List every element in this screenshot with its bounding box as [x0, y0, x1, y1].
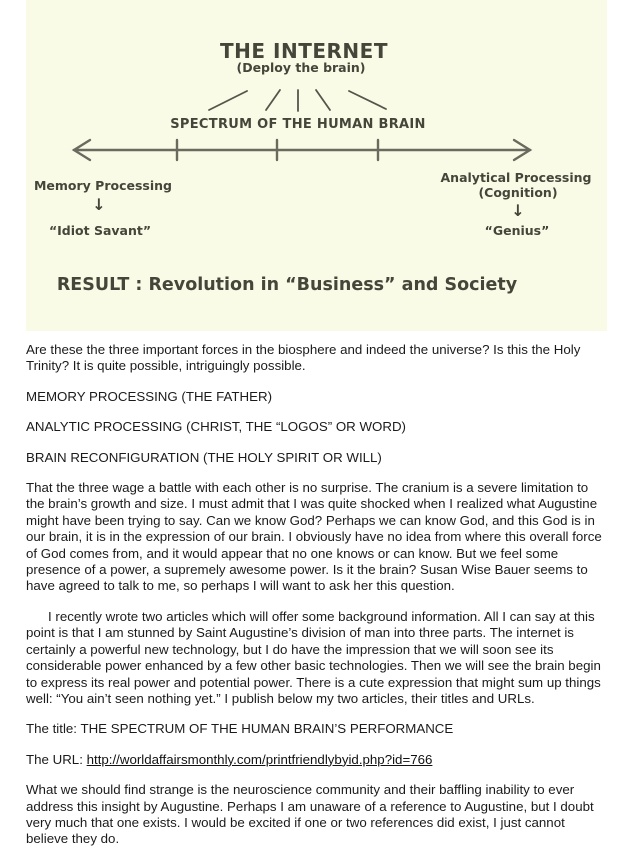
article-url-line — [26, 752, 604, 768]
cognition-sublabel: (Cognition) — [478, 185, 558, 200]
down-arrow-icon: ↓ — [92, 195, 106, 214]
internet-title: THE INTERNET — [220, 39, 388, 63]
heading-memory-processing: MEMORY PROCESSING (THE FATHER) — [26, 388, 273, 404]
genius-label: “Genius” — [484, 223, 550, 238]
analytical-processing-label: Analytical Processing — [440, 170, 592, 185]
battle-paragraph: That the three wage a battle with each other is no surprise. The cranium is a severe limitation to the brain’s growth and size. I must admit that I was quite shocked when I realized what Augustine might have been trying to say. Can we know God? Perhaps we can know God, and this God is in our brain, it is in the expression of our brain. I obviously have no idea from where this overall force of God comes from, and it would appear that no one knows or can know. But we feel some presence of a power, a supremely awesome power. Is it the brain? Susan Wise Bauer seems to have agreed to talk to me, so perhaps I will want to ask her this question. — [26, 480, 602, 594]
intro-paragraph: Are these the three important forces in the biosphere and indeed the universe? Is this the Holy Trinity? It is quite possible, intriguingly possible. — [26, 342, 581, 374]
url-prefix-label: The URL: — [26, 751, 87, 767]
articles-paragraph: I recently wrote two articles which will offer some background information. All I can say at this point is that I am stunned by Saint Augustine’s division of man into three parts. The internet is certainly a powerful new technology, but I do have the impression that we will soon see its considerable power enhanced by a few other basic technologies. Then we will see the brain begin to express its real power and potential power. There is a cute expression that might sum up things well: “You ain’t seen nothing yet.” I publish below my two articles, their titles and URLs. — [26, 608, 601, 706]
result-label: RESULT : Revolution in “Business” and Society — [56, 275, 518, 295]
spectrum-label: SPECTRUM OF THE HUMAN BRAIN — [170, 117, 426, 132]
deploy-brain-subtitle: (Deploy the brain) — [236, 60, 366, 75]
article-title-line: The title: THE SPECTRUM OF THE HUMAN BRAIN’S PERFORMANCE — [26, 721, 454, 737]
spectrum-axis-arrow — [74, 140, 530, 160]
article-body — [26, 342, 604, 862]
memory-processing-label: Memory Processing — [33, 178, 173, 193]
brain-spectrum-diagram — [26, 0, 607, 331]
heading-brain-reconfiguration: BRAIN RECONFIGURATION (THE HOLY SPIRIT OR WILL) — [26, 449, 382, 465]
article-url-link[interactable]: http://worldaffairsmonthly.com/printfriendlybyid.php?id=766 — [86, 751, 433, 767]
down-arrow-icon: ↓ — [511, 201, 525, 220]
idiot-savant-label: “Idiot Savant” — [48, 223, 152, 238]
closing-paragraph: What we should find strange is the neuroscience community and their baffling inability to ever address this insight by Augustine. Perhaps I am unaware of a reference to Augustine, but I doubt very much that one exists. I would be excited if one or two references did exist, I just cannot believe they do. — [26, 782, 594, 847]
fan-rays-icon — [209, 90, 386, 111]
heading-analytic-processing: ANALYTIC PROCESSING (CHRIST, THE “LOGOS” OR WORD) — [26, 419, 406, 435]
